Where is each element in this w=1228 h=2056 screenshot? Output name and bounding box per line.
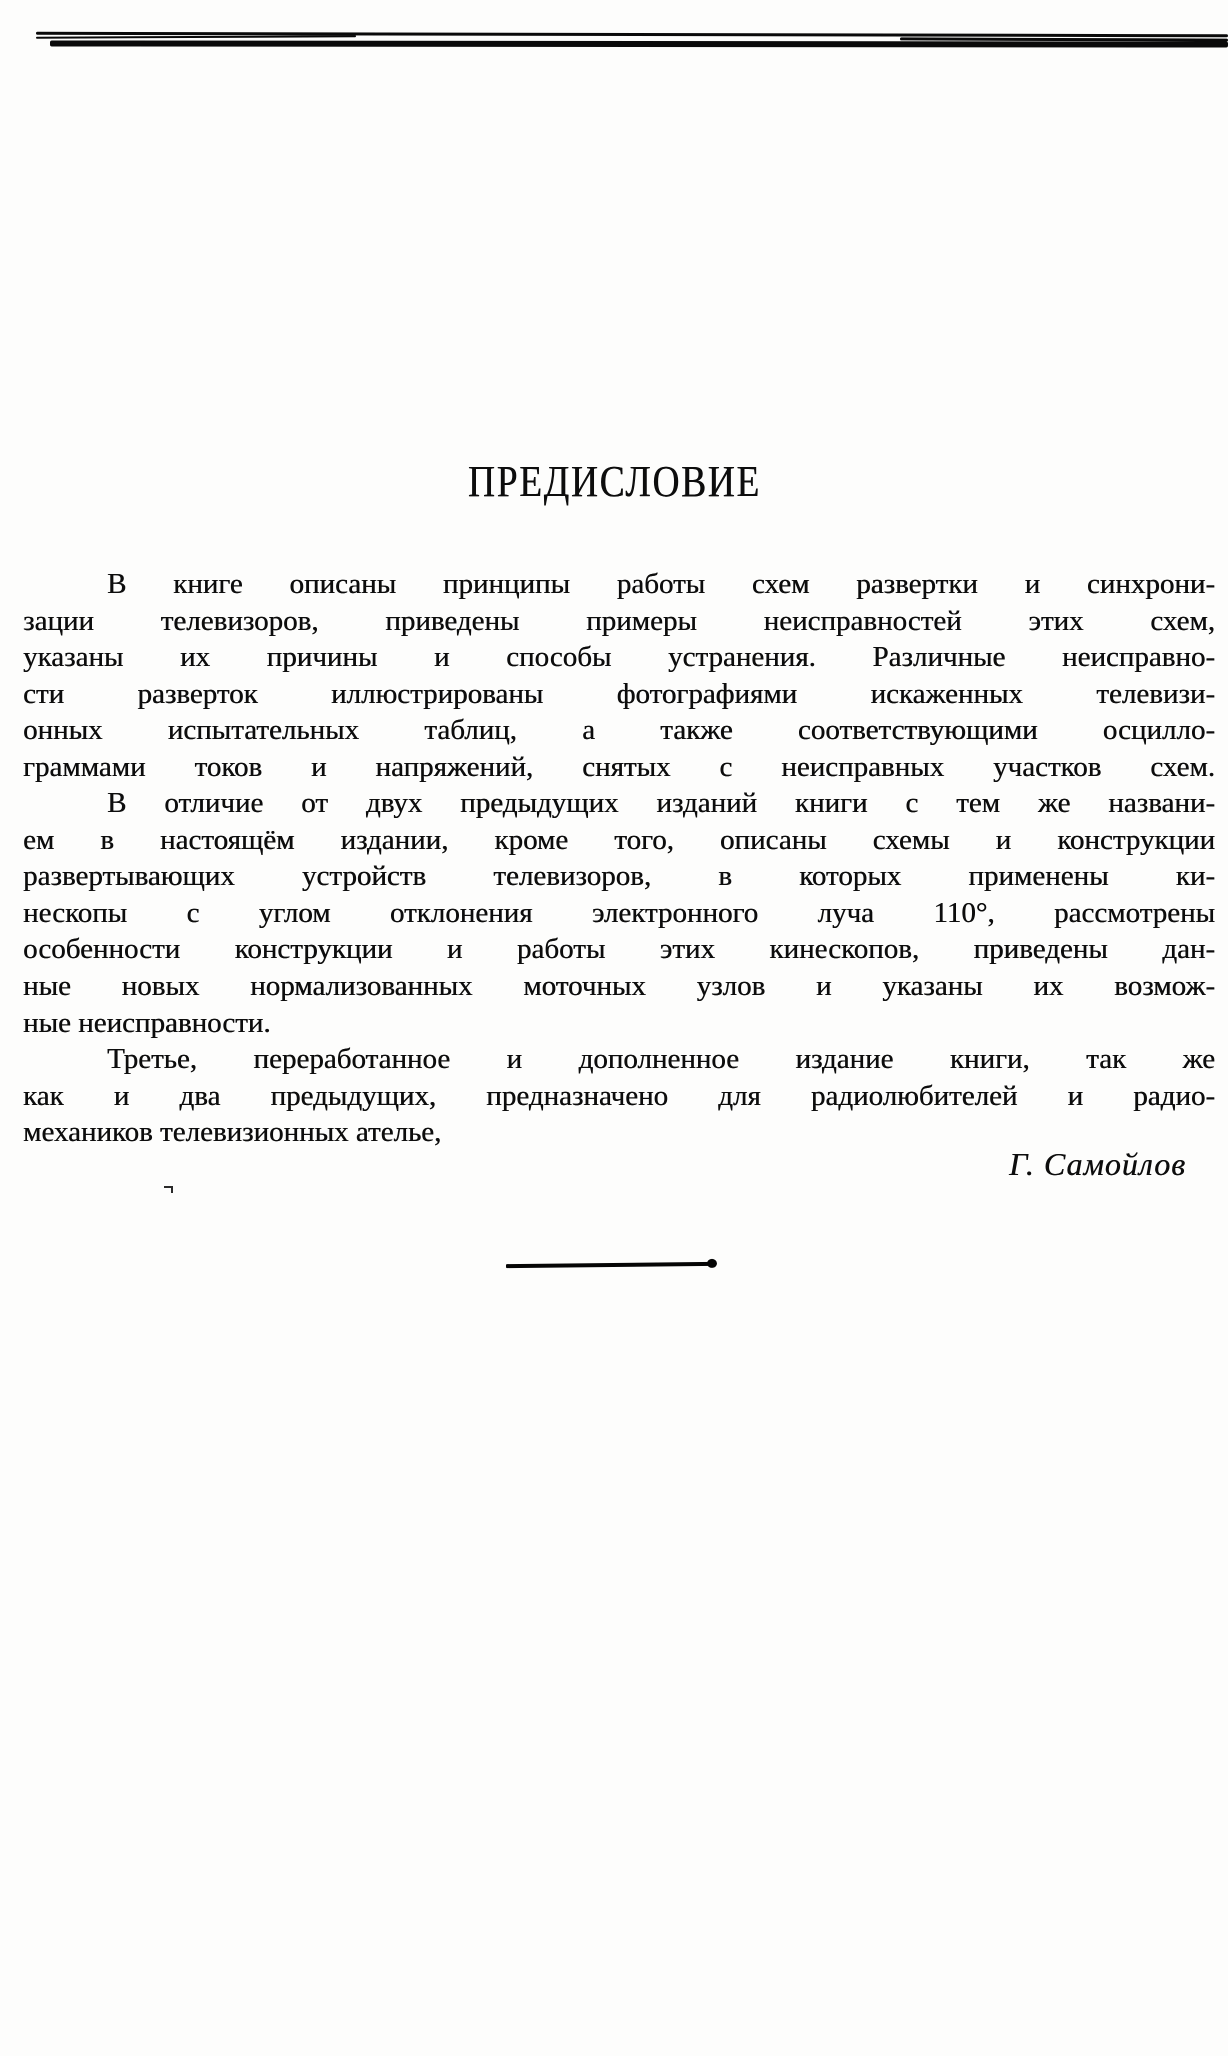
text-line: В отличие от двух предыдущих изданий книги с тем же названи- [107,787,1215,820]
section-divider-rule [506,1262,714,1268]
author-signature: Г. Самойлов [1008,1146,1186,1182]
page-title-text: ПРЕДИСЛОВИЕ [467,457,761,506]
preface-text-block [23,566,1215,1151]
text-line: как и два предыдущих, предназначено для радиолюбителей и радио- [23,1079,1215,1112]
text-line: граммами токов и напряжений, снятых с неисправных участков схем. [23,750,1215,783]
page-title [0,458,1228,506]
text-line: механиков телевизионных ателье, [23,1116,442,1149]
text-line: ем в настоящём издании, кроме того, описаны схемы и конструкции [23,823,1215,856]
text-line: нескопы с углом отклонения электронного луча 110°, рассмотрены [23,896,1215,929]
text-line: указаны их причины и способы устранения. Различные неисправно- [23,641,1215,674]
stray-scan-mark [164,1186,173,1193]
text-line: ные неисправности. [23,1006,271,1039]
text-line: развертывающих устройств телевизоров, в которых применены ки- [23,860,1215,893]
scan-top-edge-artifact [36,35,356,38]
text-line: онных испытательных таблиц, а также соответствующими осцилло- [23,714,1215,747]
text-line: ные новых нормализованных моточных узлов и указаны их возмож- [23,970,1215,1003]
text-line: В книге описаны принципы работы схем развертки и синхрони- [107,568,1215,600]
scan-top-edge-artifact [50,40,1228,47]
text-line: особенности конструкции и работы этих кинескопов, приведены дан- [23,933,1215,966]
text-line: зации телевизоров, приведены примеры неисправностей этих схем, [23,604,1215,637]
text-line: сти разверток иллюстрированы фотографиями искаженных телевизи- [23,677,1215,710]
text-line: Третье, переработанное и дополненное издание книги, так же [107,1043,1215,1076]
